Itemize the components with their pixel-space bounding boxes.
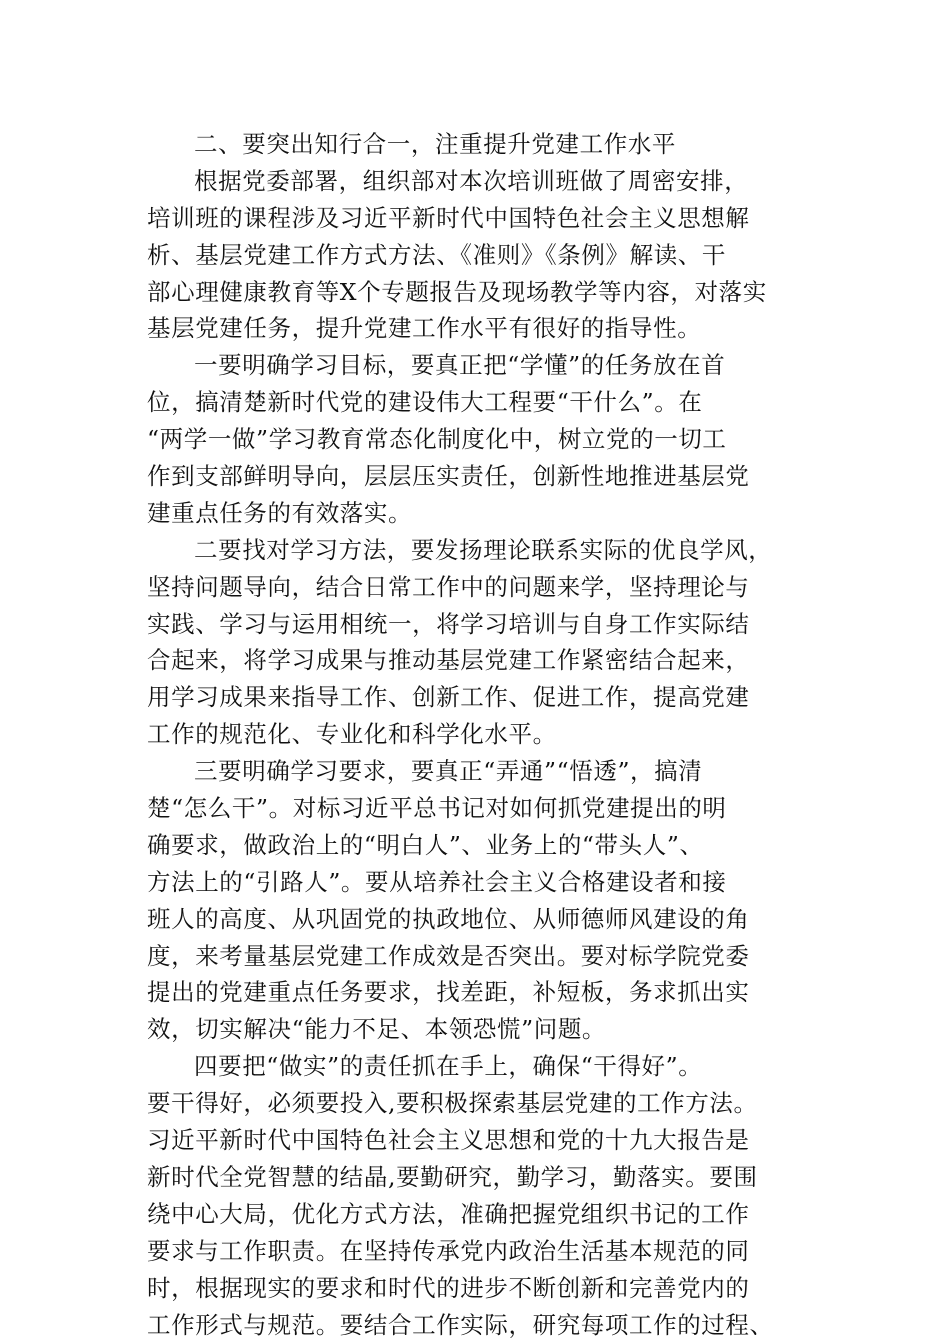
paragraph-line: 确要求，做政治上的“明白人”、业务上的“带头人”、 — [147, 830, 704, 859]
paragraph-line: 基层党建任务，提升党建工作水平有很好的指导性。 — [147, 314, 702, 343]
paragraph-line: 位，搞清楚新时代党的建设伟大工程要“干什么”。在 — [147, 388, 703, 417]
paragraph-line: 度，来考量基层党建工作成效是否突出。要对标学院党委 — [147, 941, 750, 970]
paragraph-line: 提出的党建重点任务要求，找差距，补短板，务求抓出实 — [147, 978, 750, 1007]
paragraph-line: 方法上的“引路人”。要从培养社会主义合格建设者和接 — [147, 867, 727, 896]
paragraph-line: 要求与工作职责。在坚持传承党内政治生活基本规范的同 — [147, 1236, 750, 1265]
paragraph-line: 效，切实解决“能力不足、本领恐慌”问题。 — [147, 1015, 607, 1044]
paragraph-line: 建重点任务的有效落实。 — [147, 498, 413, 527]
paragraph-line: 根据党委部署，组织部对本次培训班做了周密安排， — [194, 166, 749, 195]
document-body — [147, 126, 813, 1343]
paragraph-line: 班人的高度、从巩固党的执政地位、从师德师风建设的角 — [147, 904, 750, 933]
paragraph-study-goal — [147, 347, 813, 531]
paragraph-line: 二要找对学习方法，要发扬理论联系实际的优良学风， — [194, 535, 773, 564]
paragraph-line: 三要明确学习要求，要真正“弄通”“悟透”，搞清 — [194, 757, 703, 786]
paragraph-intro — [147, 163, 813, 347]
paragraph-line: 工作的规范化、专业化和科学化水平。 — [147, 720, 557, 749]
paragraph-line: 要干得好，必须要投入,要积极探索基层党建的工作方法。 — [147, 1089, 758, 1118]
paragraph-line: 析、基层党建工作方式方法、《准则》《条例》解读、干 — [147, 240, 726, 269]
section-heading: 二、要突出知行合一，注重提升党建工作水平 — [194, 130, 676, 158]
paragraph-study-method — [147, 532, 813, 753]
paragraph-line: 一要明确学习目标，要真正把“学懂”的任务放在首 — [194, 351, 726, 380]
paragraph-study-requirement — [147, 753, 813, 1048]
paragraph-line: 部心理健康教育等X个专题报告及现场教学等内容，对落实 — [147, 277, 767, 306]
paragraph-responsibility — [147, 1048, 813, 1343]
paragraph-line: 实践、学习与运用相统一，将学习培训与自身工作实际结 — [147, 609, 750, 638]
paragraph-line: 四要把“做实”的责任抓在手上，确保“干得好”。 — [194, 1052, 703, 1081]
paragraph-line: 绕中心大局，优化方式方法，准确把握党组织书记的工作 — [147, 1199, 750, 1228]
paragraph-line: 时，根据现实的要求和时代的进步不断创新和完善党内的 — [147, 1273, 750, 1302]
paragraph-line: 习近平新时代中国特色社会主义思想和党的十九大报告是 — [147, 1126, 750, 1155]
paragraph-line: 坚持问题导向，结合日常工作中的问题来学，坚持理论与 — [147, 572, 750, 601]
paragraph-line: 工作形式与规范。要结合工作实际，研究每项工作的过程、 — [147, 1310, 774, 1339]
paragraph-line: “两学一做”学习教育常态化制度化中，树立党的一切工 — [147, 425, 727, 454]
paragraph-line: 合起来，将学习成果与推动基层党建工作紧密结合起来， — [147, 646, 750, 675]
paragraph-line: 作到支部鲜明导向，层层压实责任，创新性地推进基层党 — [147, 462, 750, 491]
paragraph-line: 楚“怎么干”。对标习近平总书记对如何抓党建提出的明 — [147, 794, 727, 823]
paragraph-line: 用学习成果来指导工作、创新工作、促进工作，提高党建 — [147, 683, 750, 712]
paragraph-line: 培训班的课程涉及习近平新时代中国特色社会主义思想解 — [147, 203, 750, 232]
paragraph-line: 新时代全党智慧的结晶,要勤研究，勤学习，勤落实。要围 — [147, 1162, 758, 1191]
